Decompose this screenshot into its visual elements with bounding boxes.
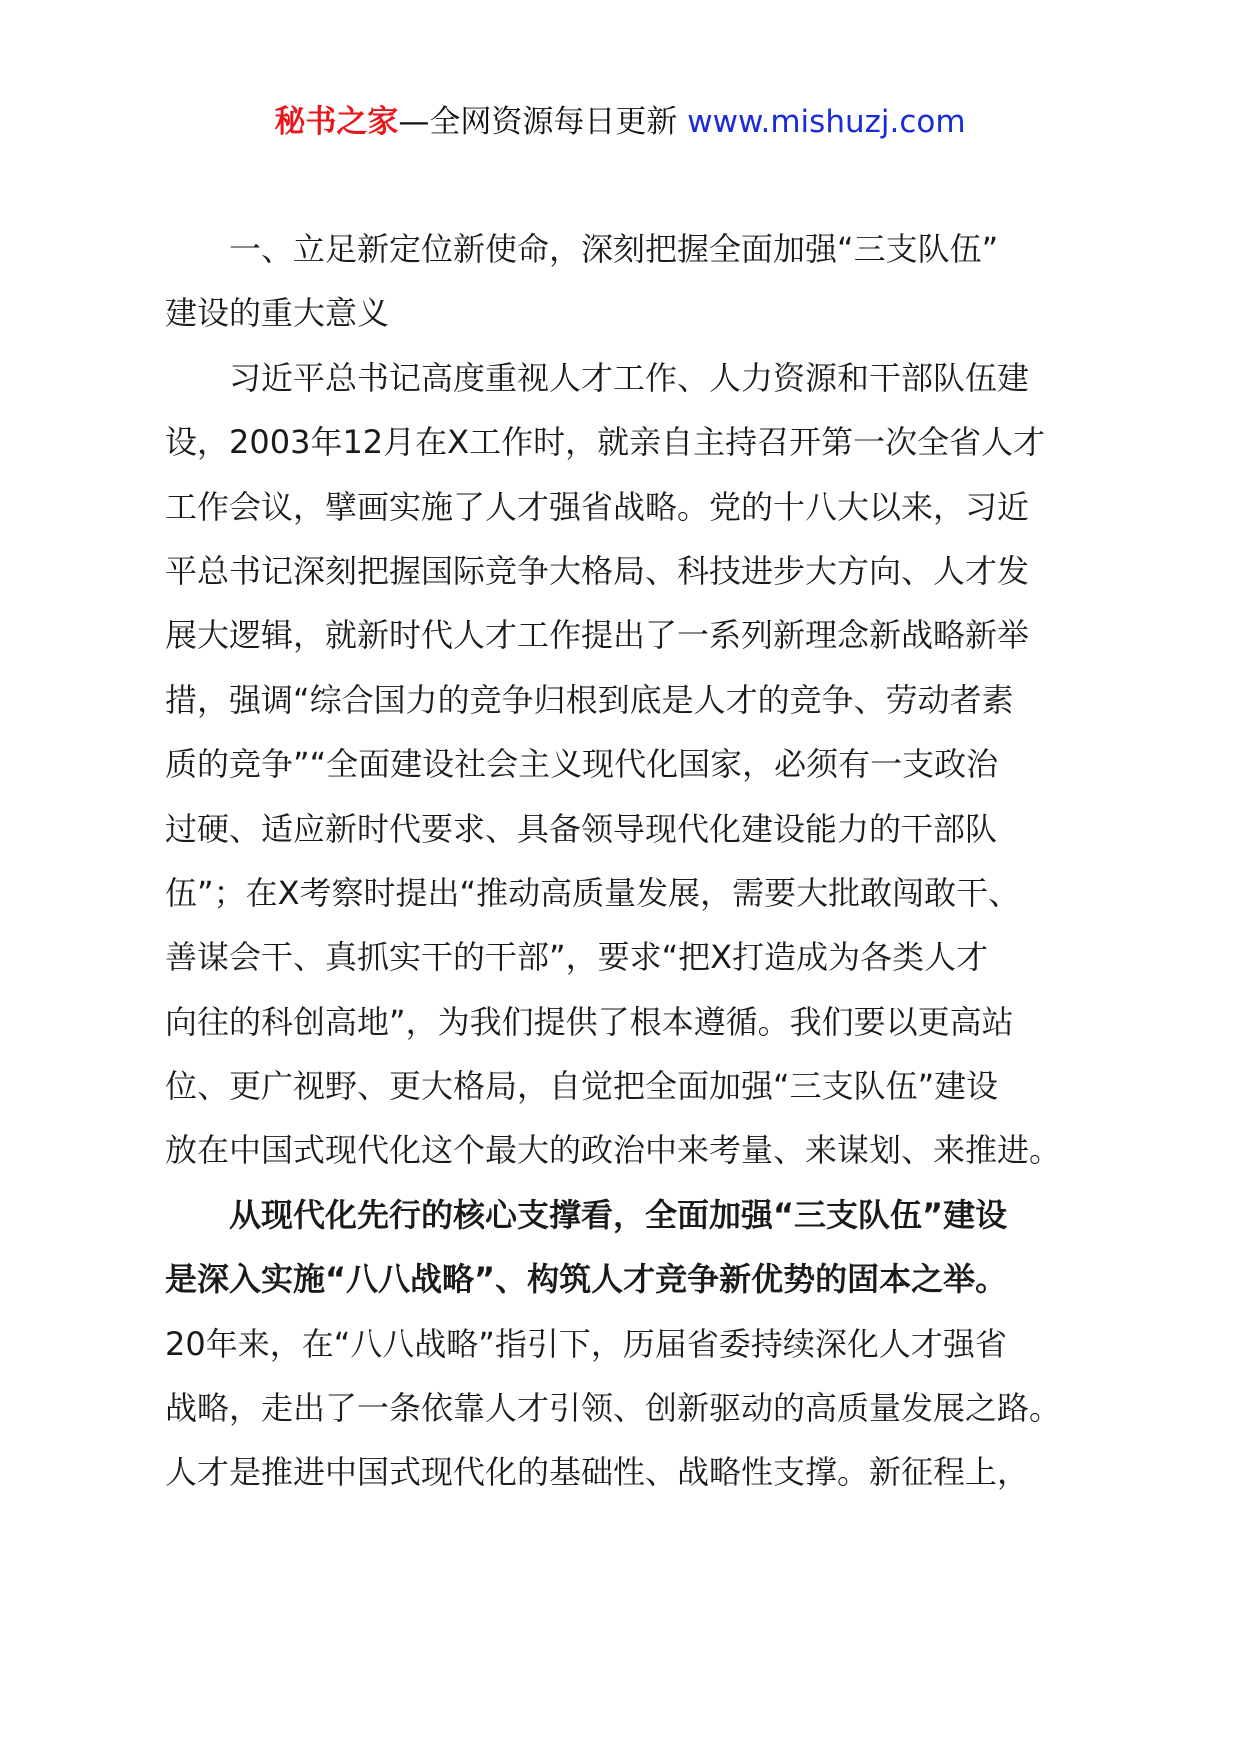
text-line: 伍”；在X考察时提出“推动高质量发展，需要大批敢闯敢干、 [165, 873, 1021, 912]
text-line: 善谋会干、真抓实干的干部”，要求“把X打造成为各类人才 [165, 938, 989, 977]
text-line: 设，2003年12月在X工作时，就亲自主持召开第一次全省人才 [165, 423, 1046, 462]
text-line: 平总书记深刻把握国际竞争大格局、科技进步大方向、人才发 [165, 551, 1030, 590]
site-url-link[interactable]: www.mishuzj.com [687, 104, 966, 140]
text-line: 位、更广视野、更大格局，自觉把全面加强“三支队伍”建设 [165, 1067, 999, 1106]
site-header [0, 100, 1240, 144]
text-line: 一、立足新定位新使命，深刻把握全面加强“三支队伍” [229, 230, 999, 268]
text-line: 展大逻辑，就新时代人才工作提出了一系列新理念新战略新举 [165, 616, 1030, 655]
bold-text-line: 从现代化先行的核心支撑看，全面加强“三支队伍”建设 [229, 1195, 1008, 1234]
text-line: 向往的科创高地”，为我们提供了根本遵循。我们要以更高站 [165, 1002, 1014, 1041]
document-body [165, 217, 1090, 1505]
bold-text-line: 是深入实施“八八战略”、构筑人才竞争新优势的固本之举。 [165, 1260, 1008, 1299]
text-line: 过硬、适应新时代要求、具备领导现代化建设能力的干部队 [165, 809, 998, 848]
text-line: 人才是推进中国式现代化的基础性、战略性支撑。新征程上， [165, 1453, 1030, 1492]
text-line: 习近平总书记高度重视人才工作、人力资源和干部队伍建 [229, 358, 1030, 397]
text-line: 放在中国式现代化这个最大的政治中来考量、来谋划、来推进。 [165, 1131, 1062, 1170]
text-line: 质的竞争”“全面建设社会主义现代化国家，必须有一支政治 [165, 745, 999, 784]
text-line: 20年来，在“八八战略”指引下，历届省委持续深化人才强省 [165, 1324, 1007, 1363]
text-line: 战略，走出了一条依靠人才引领、创新驱动的高质量发展之路。 [165, 1389, 1062, 1428]
text-line: 工作会议，擘画实施了人才强省战略。党的十八大以来，习近 [165, 487, 1030, 526]
header-tagline: —全网资源每日更新 [398, 104, 688, 140]
text-line: 措，强调“综合国力的竞争归根到底是人才的竞争、劳动者素 [165, 680, 1014, 719]
brand-name: 秘书之家 [274, 104, 399, 140]
text-line: 建设的重大意义 [165, 294, 390, 333]
